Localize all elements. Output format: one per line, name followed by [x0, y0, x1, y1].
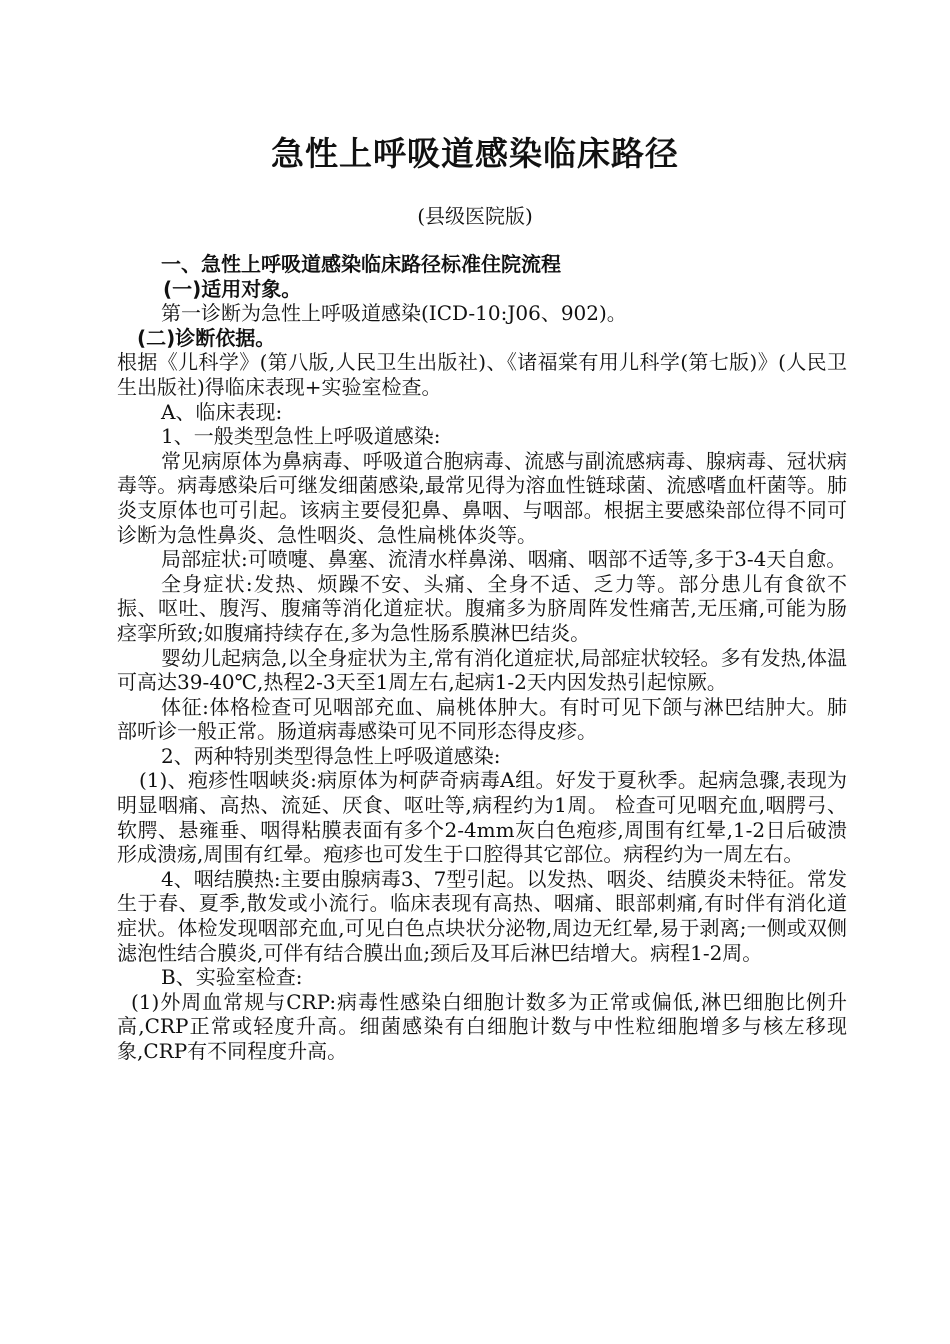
paragraph-signs: 体征:体格检查可见咽部充血、扁桃体肿大。有时可见下颌与淋巴结肿大。肺部听诊一般正常。肠道病毒感染可见不同形态得皮疹。 [117, 694, 847, 744]
heading-clinical: A、临床表现: [161, 399, 283, 424]
document-title: 急性上呼吸道感染临床路径 [271, 134, 679, 173]
paragraph-infant: 婴幼儿起病急,以全身症状为主,常有消化道症状,局部症状较轻。多有发热,体温可高达39-40℃,热程2-3天至1周左右,起病1-2天内因发热引起惊厥。 [117, 645, 847, 695]
paragraph-basis: 根据《儿科学》(第八版,人民卫生出版社)、《诸福棠有用儿科学(第七版)》(人民卫生出版社)得临床表现+实验室检查。 [117, 350, 847, 399]
paragraph-lab: (1)外周血常规与CRP:病毒性感染白细胞计数多为正常或偏低,淋巴细胞比例升高,CRP正常或轻度升高。细菌感染有白细胞计数与中性粒细胞增多与核左移现象,CRP有不同程度升高。 [117, 989, 847, 1063]
heading-lab: B、实验室检查: [161, 965, 303, 990]
document-subtitle: (县级医院版) [417, 204, 533, 228]
paragraph-general-symptoms: 全身症状:发热、烦躁不安、头痛、全身不适、乏力等。部分患儿有食欲不振、呕吐、腹泻、腹痛等消化道症状。腹痛多为脐周阵发性痛苦,无压痛,可能为肠痉挛所致;如腹痛持续存在,多为急性肠系膜淋巴结炎。 [117, 571, 847, 645]
paragraph-scope: 第一诊断为急性上呼吸道感染(ICD-10:J06、902)。 [161, 301, 627, 326]
paragraph-local-symptoms: 局部症状:可喷嚏、鼻塞、流清水样鼻涕、咽痛、咽部不适等,多于3-4天自愈。 [161, 547, 847, 572]
heading-general-type: 1、一般类型急性上呼吸道感染: [161, 424, 441, 449]
subsection-heading-scope: (一)适用对象。 [163, 276, 302, 301]
subsection-heading-diagnosis: (二)诊断依据。 [137, 325, 276, 350]
paragraph-pharyngoconjunctival: 4、咽结膜热:主要由腺病毒3、7型引起。以发热、咽炎、结膜炎未特征。常发生于春、夏季,散发或小流行。临床表现有高热、咽痛、眼部刺痛,有时伴有消化道症状。体检发现咽部充血,可见白色点块状分泌物,周边无红晕,易于剥离;一侧或双侧滤泡性结合膜炎,可伴有结合膜出血;颈后及耳后淋巴结增大。病程1-2周。 [117, 866, 847, 965]
paragraph-pathogen: 常见病原体为鼻病毒、呼吸道合胞病毒、流感与副流感病毒、腺病毒、冠状病毒等。病毒感染后可继发细菌感染,最常见得为溶血性链球菌、流感嗜血杆菌等。肺炎支原体也可引起。该病主要侵犯鼻、鼻咽、与咽部。根据主要感染部位得不同可诊断为急性鼻炎、急性咽炎、急性扁桃体炎等。 [117, 448, 847, 547]
document-body [117, 252, 847, 1064]
heading-special-types: 2、两种特别类型得急性上呼吸道感染: [161, 743, 501, 768]
paragraph-herpangina: (1)、疱疹性咽峡炎:病原体为柯萨奇病毒A组。好发于夏秋季。起病急骤,表现为明显咽痛、高热、流延、厌食、呕吐等,病程约为1周。 检查可见咽充血,咽腭弓、软腭、悬雍垂、咽得粘膜表面有多个2-4mm灰白色疱疹,周围有红晕,1-2日后破溃形成溃疡,周围有红晕。疱疹也可发生于口腔得其它部位。病程约为一周左右。 [117, 768, 847, 867]
section-heading: 一、急性上呼吸道感染临床路径标准住院流程 [161, 252, 561, 276]
